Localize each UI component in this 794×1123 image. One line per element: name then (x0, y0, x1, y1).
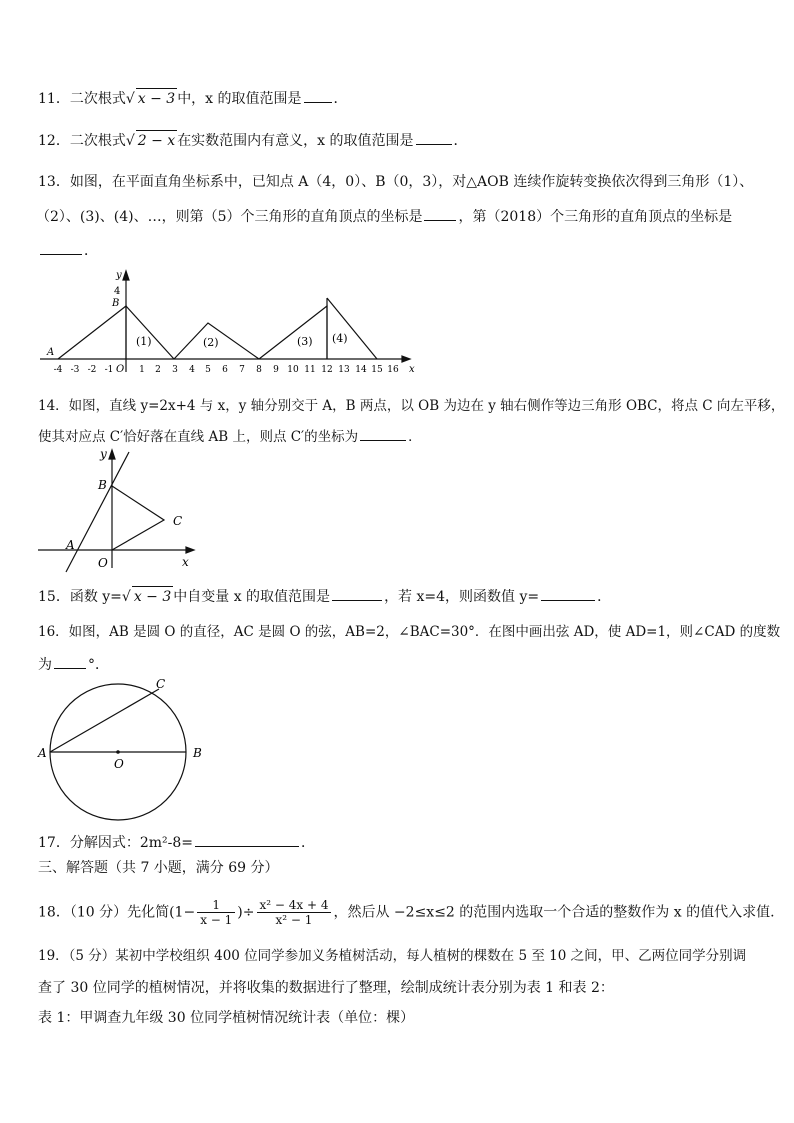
x-tick: 11 (304, 365, 316, 375)
point-C-label: C (173, 514, 183, 528)
point-A-label: A (66, 538, 75, 552)
radical-expression: 2 − x (136, 130, 177, 151)
y-tick-4: 4 (114, 286, 121, 297)
point-A-label: A (38, 746, 47, 760)
radical-expression: x − 3 (136, 88, 177, 109)
question-13-line1: 13．如图，在平面直角坐标系中，已知点 A（4，0）、B（0，3），对△AOB 连续作旋转变换依次得到三角形（1）、 (38, 174, 754, 190)
question-13-line2: （2）、(3)、(4)、…，则第（5）个三角形的直角顶点的坐标是 ，第（2018）个三角形的直角顶点的坐标是 (36, 206, 732, 227)
triangle-label-3: (3) (297, 335, 313, 348)
question-17: 17．分解因式：2m²-8= ． (38, 832, 315, 853)
answer-blank[interactable] (424, 206, 456, 221)
x-tick: 10 (287, 365, 299, 375)
answer-blank[interactable] (195, 832, 299, 847)
point-A-label: A (47, 347, 55, 358)
question-14-line2: 使其对应点 C′恰好落在直线 AB 上，则点 C′的坐标为 ． (38, 426, 422, 447)
answer-blank[interactable] (332, 586, 382, 601)
x-axis-label: x (409, 364, 415, 375)
x-tick: 8 (256, 365, 262, 375)
point-C-label: C (156, 677, 166, 691)
question-19-line2: 查了 30 位同学的植树情况，并将收集的数据进行了整理，绘制成统计表分别为表 1 和表 2： (38, 980, 614, 996)
x-tick: 14 (355, 365, 367, 375)
triangle-label-4: (4) (332, 332, 348, 345)
y-axis-arrow (123, 271, 129, 280)
x-tick: 9 (273, 365, 279, 375)
triangle-OBC (112, 486, 164, 550)
question-18: 18．（10 分）先化简(1− $\frac{1}{x - 1}$ )÷ $\frac{\text{x² − 4x + 4}}{\text{x² − 1}}$ ，然后从 −2≤x≤2 的范围内选取一个合适的整数作为 x 的值代入求值. (38, 898, 775, 927)
question-14-line1: 14．如图，直线 y=2x+4 与 x，y 轴分别交于 A，B 两点，以 OB 为边在 y 轴右侧作等边三角形 OBC，将点 C 向左平移， (38, 398, 785, 414)
question-12: 12．二次根式√ 2 − x 在实数范围内有意义，x 的取值范围是 ． (38, 130, 468, 151)
question-11: 11．二次根式√ x − 3 中，x 的取值范围是 ． (38, 88, 348, 109)
origin-label: O (116, 364, 125, 375)
x-axis-label: x (182, 555, 189, 569)
table-1-caption: 表 1：甲调查九年级 30 位同学植树情况统计表（单位：棵） (38, 1010, 415, 1026)
answer-blank[interactable] (40, 240, 82, 255)
x-tick: 1 (139, 365, 145, 375)
triangle-AOB (58, 306, 126, 359)
triangle-1 (126, 306, 174, 359)
circle-figure (36, 676, 212, 824)
x-tick: -3 (70, 365, 80, 375)
x-tick: 2 (155, 365, 161, 375)
question-16-line1: 16．如图，AB 是圆 O 的直径，AC 是圆 O 的弦，AB=2，∠BAC=30°．在图中画出弦 AD，使 AD=1，则∠CAD 的度数 (38, 624, 781, 640)
triangle-3 (259, 306, 327, 359)
answer-blank[interactable] (541, 586, 595, 601)
x-tick: 3 (172, 365, 178, 375)
answer-blank[interactable] (416, 130, 452, 145)
x-axis-arrow (402, 356, 410, 362)
fraction: $\frac{1}{x - 1}$ (197, 898, 235, 927)
point-B-label: B (98, 478, 107, 492)
x-tick: 6 (222, 365, 228, 375)
point-B-label: B (193, 746, 202, 760)
origin-label: O (98, 556, 108, 570)
triangle-label-2: (2) (203, 336, 219, 349)
question-15: 15．函数 y=√ x − 3 中自变量 x 的取值范围是 ，若 x=4，则函数值 y= ． (38, 586, 611, 607)
chord-AC (50, 689, 159, 752)
section-heading: 三、解答题（共 7 小题，满分 69 分） (38, 860, 279, 876)
x-tick: -2 (87, 365, 97, 375)
question-16-line2: 为 °． (38, 654, 109, 675)
answer-blank[interactable] (54, 654, 86, 669)
x-tick: 12 (321, 365, 333, 375)
y-axis-label: y (100, 447, 107, 461)
point-B-label: B (112, 298, 120, 309)
triangle-label-1: (1) (136, 335, 152, 348)
answer-blank[interactable] (304, 88, 332, 103)
x-tick: 13 (338, 365, 350, 375)
x-tick: 5 (205, 365, 211, 375)
question-19-line1: 19．（5 分）某初中学校组织 400 位同学参加义务植树活动，每人植树的棵数在 5 至 10 之间，甲、乙两位同学分别调 (38, 948, 747, 964)
x-tick: 4 (189, 365, 195, 375)
center-O-label: O (114, 757, 124, 771)
x-tick: 15 (371, 365, 383, 375)
center-point (116, 750, 120, 754)
fraction: $\frac{\text{x² − 4x + 4}}{\text{x² − 1}}$ (257, 898, 332, 927)
question-13-line3: ． (38, 240, 98, 261)
x-tick: -4 (53, 365, 63, 375)
y-axis-label: y (116, 270, 122, 281)
x-tick: 16 (387, 365, 399, 375)
x-tick: 7 (239, 365, 245, 375)
answer-blank[interactable] (360, 426, 406, 441)
rotation-triangles-figure (36, 268, 414, 380)
x-tick: -1 (104, 365, 114, 375)
line-AB (66, 452, 129, 572)
radical-expression: x − 3 (132, 586, 173, 607)
triangle-4 (327, 298, 377, 359)
equilateral-triangle-figure (36, 446, 206, 574)
